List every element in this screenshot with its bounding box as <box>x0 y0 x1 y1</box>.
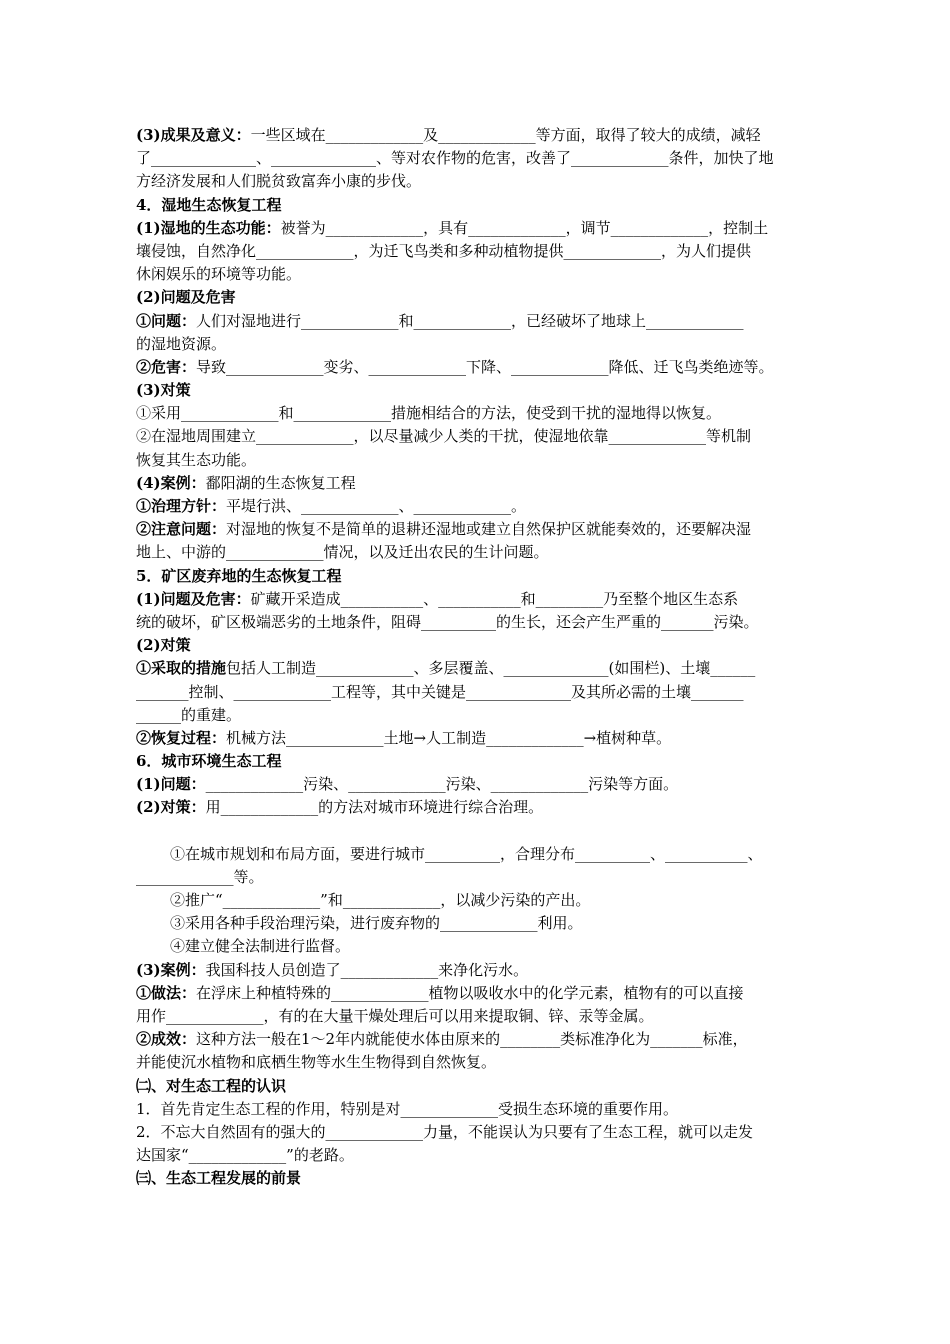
text-line <box>136 1005 826 1028</box>
line-text: 矿藏开采造成___________、___________和_________乃至整个地区生态系 <box>250 589 739 608</box>
line-text: 休闲娱乐的环境等功能。 <box>136 265 302 284</box>
bold-label: ㈡、对生态工程的认识 <box>136 1076 287 1095</box>
text-line <box>136 170 826 193</box>
line-text: 的湿地资源。 <box>136 334 227 353</box>
text-line <box>136 935 826 958</box>
text-line <box>136 889 826 912</box>
text-line <box>136 866 826 889</box>
text-line <box>136 147 826 170</box>
text-line <box>136 333 826 356</box>
text-line <box>136 796 826 819</box>
bold-label: (2)对策： <box>136 798 206 817</box>
line-text: ④建立健全法制进行监督。 <box>170 937 351 956</box>
bold-label: ㈢、生态工程发展的前景 <box>136 1169 302 1188</box>
text-line <box>136 959 826 982</box>
line-text: ③采用各种手段治理污染，进行废弃物的_____________利用。 <box>170 914 583 933</box>
line-text: 人们对湿地进行_____________和_____________，已经破坏了地球上_____________ <box>196 311 744 330</box>
line-text: 用作_____________，有的在大量干燥处理后可以用来提取铜、锌、汞等金属。 <box>136 1006 654 1025</box>
line-text: _____________污染、_____________污染、_____________污染等方面。 <box>205 775 679 794</box>
bold-label: 5．矿区废弃地的生态恢复工程 <box>136 566 342 585</box>
section-heading <box>136 565 826 588</box>
bold-label: (3)案例： <box>136 960 206 979</box>
text-line <box>136 1028 826 1051</box>
line-text: 方经济发展和人们脱贫致富奔小康的步伐。 <box>136 172 422 191</box>
line-text: 1．首先肯定生态工程的作用，特别是对_____________受损生态环境的重要作用。 <box>136 1099 679 1118</box>
line-text: _____________等。 <box>136 867 264 886</box>
text-line <box>136 124 826 147</box>
section-heading <box>136 194 826 217</box>
text-line <box>136 1051 826 1074</box>
line-text: 恢复其生态功能。 <box>136 450 257 469</box>
line-text: 统的破坏，矿区极端恶劣的土地条件，阻碍__________的生长，还会产生严重的_______污染。 <box>136 612 759 631</box>
bold-label: ②注意问题： <box>136 520 227 539</box>
text-line <box>136 425 826 448</box>
line-text: 在浮床上种植特殊的_____________植物以吸收水中的化学元素，植物有的可以直接 <box>196 983 744 1002</box>
bold-label: (4)案例： <box>136 473 206 492</box>
section-heading <box>136 750 826 773</box>
text-line <box>136 263 826 286</box>
text-line <box>136 588 826 611</box>
line-text: ①采用_____________和_____________措施相结合的方法，使受到干扰的湿地得以恢复。 <box>136 404 722 423</box>
text-line <box>136 611 826 634</box>
bold-label: (2)对策 <box>136 636 191 655</box>
bold-label: ②危害： <box>136 357 197 376</box>
section-heading <box>136 1167 826 1190</box>
text-line <box>136 657 826 680</box>
line-text: _______控制、_____________工程等，其中关键是______________及其所必需的土壤_______ <box>136 682 744 701</box>
line-text: 2．不忘大自然固有的强大的_____________力量，不能误认为只要有了生态工程，就可以走发 <box>136 1122 754 1141</box>
line-text: 被誉为_____________，具有_____________，调节_____________，控制土 <box>280 218 769 237</box>
line-text: 包括人工制造_____________、多层覆盖、______________(如围栏)、土壤______ <box>226 659 756 678</box>
line-text: 鄱阳湖的生态恢复工程 <box>205 473 356 492</box>
line-text: 我国科技人员创造了_____________来净化污水。 <box>205 960 529 979</box>
line-text: ______的重建。 <box>136 705 242 724</box>
text-line <box>136 217 826 240</box>
text-line <box>136 1144 826 1167</box>
bold-label: (1)问题： <box>136 775 206 794</box>
line-text: 地上、中游的_____________情况，以及迁出农民的生计问题。 <box>136 543 549 562</box>
text-line <box>136 1098 826 1121</box>
line-text: ①在城市规划和布局方面，要进行城市__________，合理分布__________、___________、 <box>170 844 763 863</box>
text-line <box>136 518 826 541</box>
text-line <box>136 982 826 1005</box>
bold-label: ①采取的措施 <box>136 659 227 678</box>
line-text: 一些区域在_____________及_____________等方面，取得了较大的成绩，减轻 <box>250 126 761 144</box>
text-line <box>136 1121 826 1144</box>
line-text: 了______________、______________、等对农作物的危害，改善了_____________条件，加快了地 <box>136 149 774 168</box>
bold-label: (1)问题及危害： <box>136 589 251 608</box>
text-line <box>136 912 826 935</box>
text-line <box>136 843 826 866</box>
line-text: 平堤行洪、_____________、_____________。 <box>226 497 527 515</box>
text-line <box>136 310 826 333</box>
worksheet-page <box>136 124 826 1190</box>
text-line <box>136 472 826 495</box>
bold-label: ②恢复过程： <box>136 728 227 747</box>
bold-label: (2)问题及危害 <box>136 288 236 307</box>
bold-label: (3)对策 <box>136 381 191 400</box>
line-text: 达国家“_____________”的老路。 <box>136 1146 354 1165</box>
text-line <box>136 495 826 518</box>
text-line <box>136 727 826 750</box>
text-line <box>136 704 826 727</box>
blank-gap <box>136 820 826 843</box>
bold-label: 4．湿地生态恢复工程 <box>136 195 282 214</box>
line-text: 壤侵蚀，自然净化_____________，为迁飞鸟类和多种动植物提供_____________，为人们提供 <box>136 241 752 260</box>
text-line <box>136 449 826 472</box>
text-line <box>136 356 826 379</box>
section-heading <box>136 379 826 402</box>
text-line <box>136 240 826 263</box>
line-text: ②在湿地周围建立_____________，以尽量减少人类的干扰，使湿地依靠_____________等机制 <box>136 427 752 446</box>
text-line <box>136 402 826 425</box>
line-text: 对湿地的恢复不是简单的退耕还湿地或建立自然保护区就能奏效的，还要解决湿 <box>226 520 752 539</box>
line-text: 导致_____________变劣、_____________下降、_____________降低、迁飞鸟类绝迹等。 <box>196 357 774 376</box>
text-line <box>136 681 826 704</box>
text-line <box>136 773 826 796</box>
line-text: 机械方法_____________土地→人工制造_____________→植树种草。 <box>226 728 672 747</box>
line-text: 用_____________的方法对城市环境进行综合治理。 <box>205 798 544 817</box>
bold-label: ①做法： <box>136 983 197 1002</box>
section-heading <box>136 1075 826 1098</box>
text-line <box>136 541 826 564</box>
bold-label: 6．城市环境生态工程 <box>136 752 282 771</box>
section-heading <box>136 286 826 309</box>
bold-label: ①问题： <box>136 311 197 330</box>
line-text: 这种方法一般在1～2年内就能使水体由原来的________类标准净化为_______标准， <box>196 1030 748 1049</box>
bold-label: ①治理方针： <box>136 497 227 515</box>
bold-label: (1)湿地的生态功能： <box>136 218 281 237</box>
bold-label: ②成效： <box>136 1030 197 1049</box>
line-text: 并能使沉水植物和底栖生物等水生生物得到自然恢复。 <box>136 1053 497 1072</box>
line-text: ②推广“_____________”和_____________，以减少污染的产出。 <box>170 891 591 909</box>
section-heading <box>136 634 826 657</box>
bold-label: (3)成果及意义： <box>136 126 251 144</box>
